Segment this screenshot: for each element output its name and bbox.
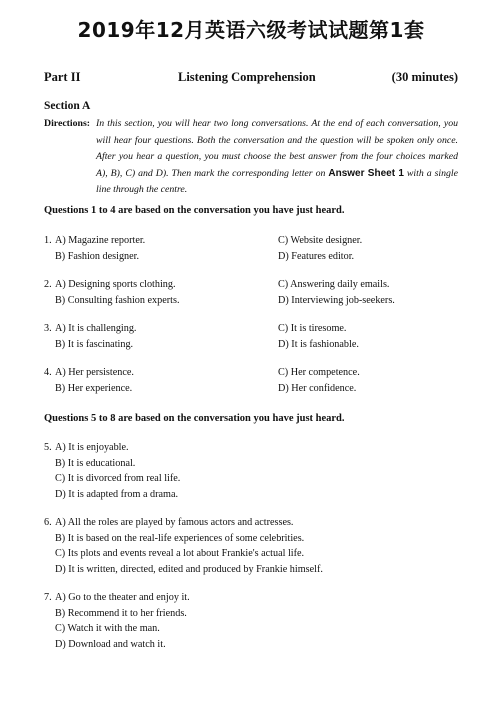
section-heading: Section A: [44, 100, 91, 112]
part-name: Listening Comprehension: [178, 70, 316, 84]
question-number: 6.: [44, 517, 52, 528]
option-a: A) Her persistence.: [55, 367, 134, 378]
option-b: B) Consulting fashion experts.: [55, 294, 180, 306]
directions-text-before: In this section, you will hear two long conversations. At the end of each conversation, you will hear four questions. Both the conversation and the question will be spoken only once. After you hear a question, you must choose the best answer from the four choices marked A), B), C) and D). Then mark the corresponding letter on: [96, 118, 458, 179]
option-b: B) It is educational.: [55, 457, 136, 469]
question-3: [44, 321, 458, 352]
question-1: [44, 233, 458, 264]
option-a: A) Designing sports clothing.: [55, 279, 176, 290]
directions: [44, 116, 458, 199]
directions-label: Directions:: [44, 118, 91, 129]
question-number: 1.: [44, 235, 52, 246]
option-c: C) Answering daily emails.: [278, 279, 390, 290]
option-c: C) It is tiresome.: [278, 323, 347, 334]
option-c: C) It is divorced from real life.: [55, 473, 181, 484]
option-d: D) Interviewing job-seekers.: [278, 294, 395, 306]
option-d: D) Her confidence.: [278, 382, 357, 394]
directions-text-after: with a single line through the centre.: [96, 167, 459, 195]
part-time: (30 minutes): [391, 70, 458, 84]
questions-5-8-header: Questions 5 to 8 are based on the conversation you have just heard.: [44, 413, 345, 424]
option-b: B) Her experience.: [55, 382, 133, 394]
question-number: 2.: [44, 279, 52, 290]
option-b: B) Recommend it to her friends.: [55, 607, 187, 619]
option-a: A) Magazine reporter.: [55, 235, 146, 246]
directions-text: [96, 116, 458, 199]
question-2: [44, 277, 458, 308]
option-d: D) It is fashionable.: [278, 338, 359, 350]
question-7: [44, 590, 458, 652]
option-a: A) It is challenging.: [55, 323, 137, 334]
question-number: 4.: [44, 367, 52, 378]
option-b: B) It is fascinating.: [55, 338, 134, 350]
part-label: Part II: [44, 70, 81, 84]
question-5: [44, 440, 458, 502]
option-d: D) Features editor.: [278, 250, 355, 262]
question-number: 7.: [44, 592, 52, 603]
option-b: B) Fashion designer.: [55, 250, 140, 262]
option-d: D) Download and watch it.: [55, 638, 166, 650]
option-b: B) It is based on the real-life experiences of some celebrities.: [55, 532, 305, 544]
question-4: [44, 365, 458, 396]
question-number: 3.: [44, 323, 52, 334]
option-c: C) Her competence.: [278, 367, 360, 378]
option-a: A) All the roles are played by famous actors and actresses.: [55, 517, 294, 528]
answer-sheet-label: Answer Sheet 1: [328, 167, 404, 179]
option-d: D) It is written, directed, edited and produced by Frankie himself.: [55, 563, 323, 575]
page-title: 2019年12月英语六级考试试题第1套: [77, 18, 425, 42]
option-c: C) Its plots and events reveal a lot about Frankie's actual life.: [55, 548, 305, 559]
option-a: A) Go to the theater and enjoy it.: [55, 592, 190, 603]
option-c: C) Website designer.: [278, 235, 363, 246]
question-number: 5.: [44, 442, 52, 453]
question-6: [44, 515, 458, 577]
option-a: A) It is enjoyable.: [55, 442, 129, 453]
part-header: [44, 70, 458, 86]
option-c: C) Watch it with the man.: [55, 623, 160, 634]
option-d: D) It is adapted from a drama.: [55, 488, 179, 500]
questions-1-4-header: Questions 1 to 4 are based on the conversation you have just heard.: [44, 205, 345, 216]
